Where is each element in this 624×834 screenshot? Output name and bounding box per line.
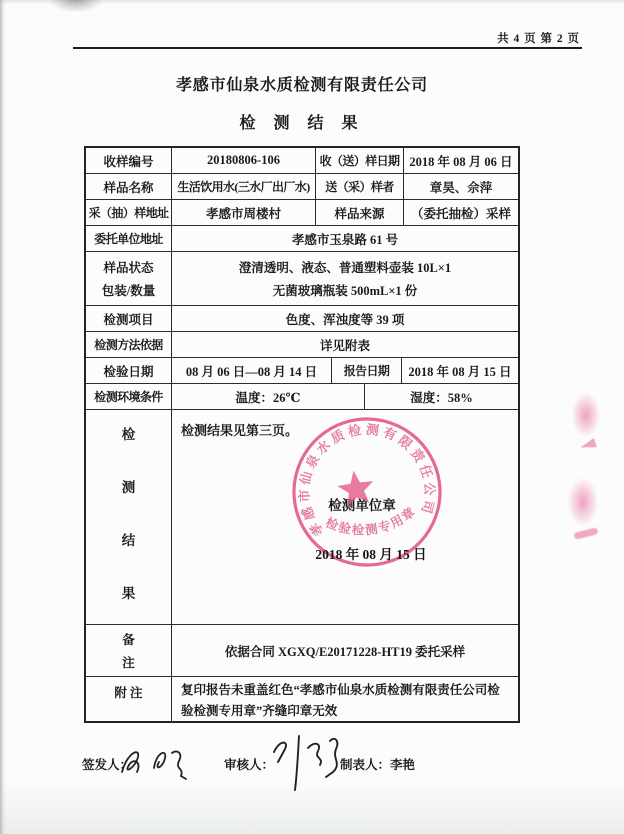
stamp-center-label: 检测单位章 <box>328 498 396 513</box>
cell-label: 委托单位地址 <box>86 226 172 251</box>
issuer-signature <box>114 740 194 788</box>
result-note: 检测结果见第三页。 <box>181 423 299 438</box>
svg-text:检验检测专用章 <box>322 502 421 543</box>
label-char: 检 <box>121 427 136 442</box>
table-row-environment <box>86 384 518 410</box>
table-row-method-basis <box>86 332 518 358</box>
cell-value: 孝感市周楼村 <box>172 200 316 225</box>
result-content-cell <box>172 410 518 624</box>
label-char: 结 <box>121 533 136 548</box>
cell-label <box>86 252 172 305</box>
table-row-sample-name <box>86 174 518 200</box>
document-title: 检 测 结 果 <box>239 115 365 132</box>
label-char: 注 <box>122 656 135 670</box>
header-rule <box>73 47 582 49</box>
label-line: 样品状态 <box>103 260 154 275</box>
cell-label: 报告日期 <box>332 358 402 383</box>
label-char: 测 <box>121 480 136 495</box>
reviewer-signature <box>268 732 344 794</box>
value-line: 澄清透明、液态、普通塑料壶装 10L×1 <box>238 260 452 275</box>
table-row-note <box>86 677 518 721</box>
svg-text:孝感市仙泉水质检测有限责任公司 <box>287 413 442 541</box>
seam-stamp-fragment <box>579 438 597 452</box>
table-row-sampling-address <box>86 200 518 226</box>
cell-label: 样品来源 <box>316 200 404 225</box>
table-row-test-items <box>86 306 518 332</box>
cell-label-vertical <box>86 625 172 676</box>
cell-label: 检测环境条件 <box>86 384 172 409</box>
cell-label: 送（采）样者 <box>316 174 404 199</box>
scan-edge-shadow <box>0 0 6 834</box>
cell-value-humidity: 湿度：58% <box>410 390 473 405</box>
seam-stamp-fragment <box>568 478 598 526</box>
table-row-test-result <box>86 410 518 625</box>
cell-label: 检验日期 <box>86 358 172 383</box>
preparer-label: 制表人：李艳 <box>340 758 416 772</box>
cell-label: 附 注 <box>86 677 172 721</box>
page-number-info: 共 4 页 第 2 页 <box>497 33 580 45</box>
cell-value: 依据合同 XGXQ/E20171228-HT19 委托采样 <box>224 644 466 659</box>
issuer-label: 签发人： <box>82 758 133 772</box>
cell-value: 章昊、佘萍 <box>429 180 493 195</box>
cell-label: 检测方法依据 <box>86 332 172 357</box>
cell-value: 生活饮用水(三水厂出厂水) <box>172 174 316 199</box>
stamp-date: 2018 年 08 月 15 日 <box>315 547 427 562</box>
cell-label: 采（抽）样地址 <box>86 200 172 225</box>
label-char: 果 <box>121 586 136 601</box>
result-table <box>84 146 520 723</box>
cell-label-vertical <box>86 410 172 624</box>
company-title: 孝感市仙泉水质检测有限责任公司 <box>175 77 428 94</box>
stamp-star-icon <box>336 468 377 507</box>
cell-label: 收（送）样日期 <box>316 148 404 173</box>
table-row-remark <box>86 625 518 677</box>
cell-value: 复印报告未重盖红色“孝感市仙泉水质检测有限责任公司检验检测专用章”齐缝印章无效 <box>181 683 500 718</box>
cell-value-temperature: 温度：26℃ <box>172 384 365 409</box>
table-row-sample-number <box>86 148 518 174</box>
cell-value: 2018 年 08 月 06 日 <box>409 154 513 169</box>
cell-value: 20180806-106 <box>172 148 316 173</box>
cell-label: 检测项目 <box>86 306 172 331</box>
cell-value: （委托抽检）采样 <box>410 206 511 221</box>
seam-stamp-fragment <box>572 393 600 437</box>
label-line: 包装/数量 <box>101 284 156 299</box>
cell-label: 样品名称 <box>86 174 172 199</box>
cell-value: 2018 年 08 月 15 日 <box>408 364 512 379</box>
stamp-ring-text: 孝感市仙泉水质检测有限责任公司 <box>296 421 438 539</box>
reviewer-label: 审核人： <box>224 758 275 772</box>
cell-value: 详见附表 <box>319 338 370 353</box>
cell-value: 08 月 06 日—08 月 14 日 <box>172 358 332 383</box>
stamp-bottom-text: 检验检测专用章 <box>323 504 419 538</box>
label-char: 备 <box>122 633 135 647</box>
table-row-dates <box>86 358 518 384</box>
scan-smudge <box>50 0 102 12</box>
cell-value <box>172 252 518 305</box>
cell-value: 孝感市玉泉路 61 号 <box>291 232 399 247</box>
table-row-client-address <box>86 226 518 252</box>
value-line: 无菌玻璃瓶装 500mL×1 份 <box>272 284 418 299</box>
seam-stamp-fragment <box>574 527 599 540</box>
cell-label: 收样编号 <box>86 148 172 173</box>
cell-value: 色度、浑浊度等 39 项 <box>285 312 405 327</box>
table-row-sample-status <box>86 252 518 306</box>
